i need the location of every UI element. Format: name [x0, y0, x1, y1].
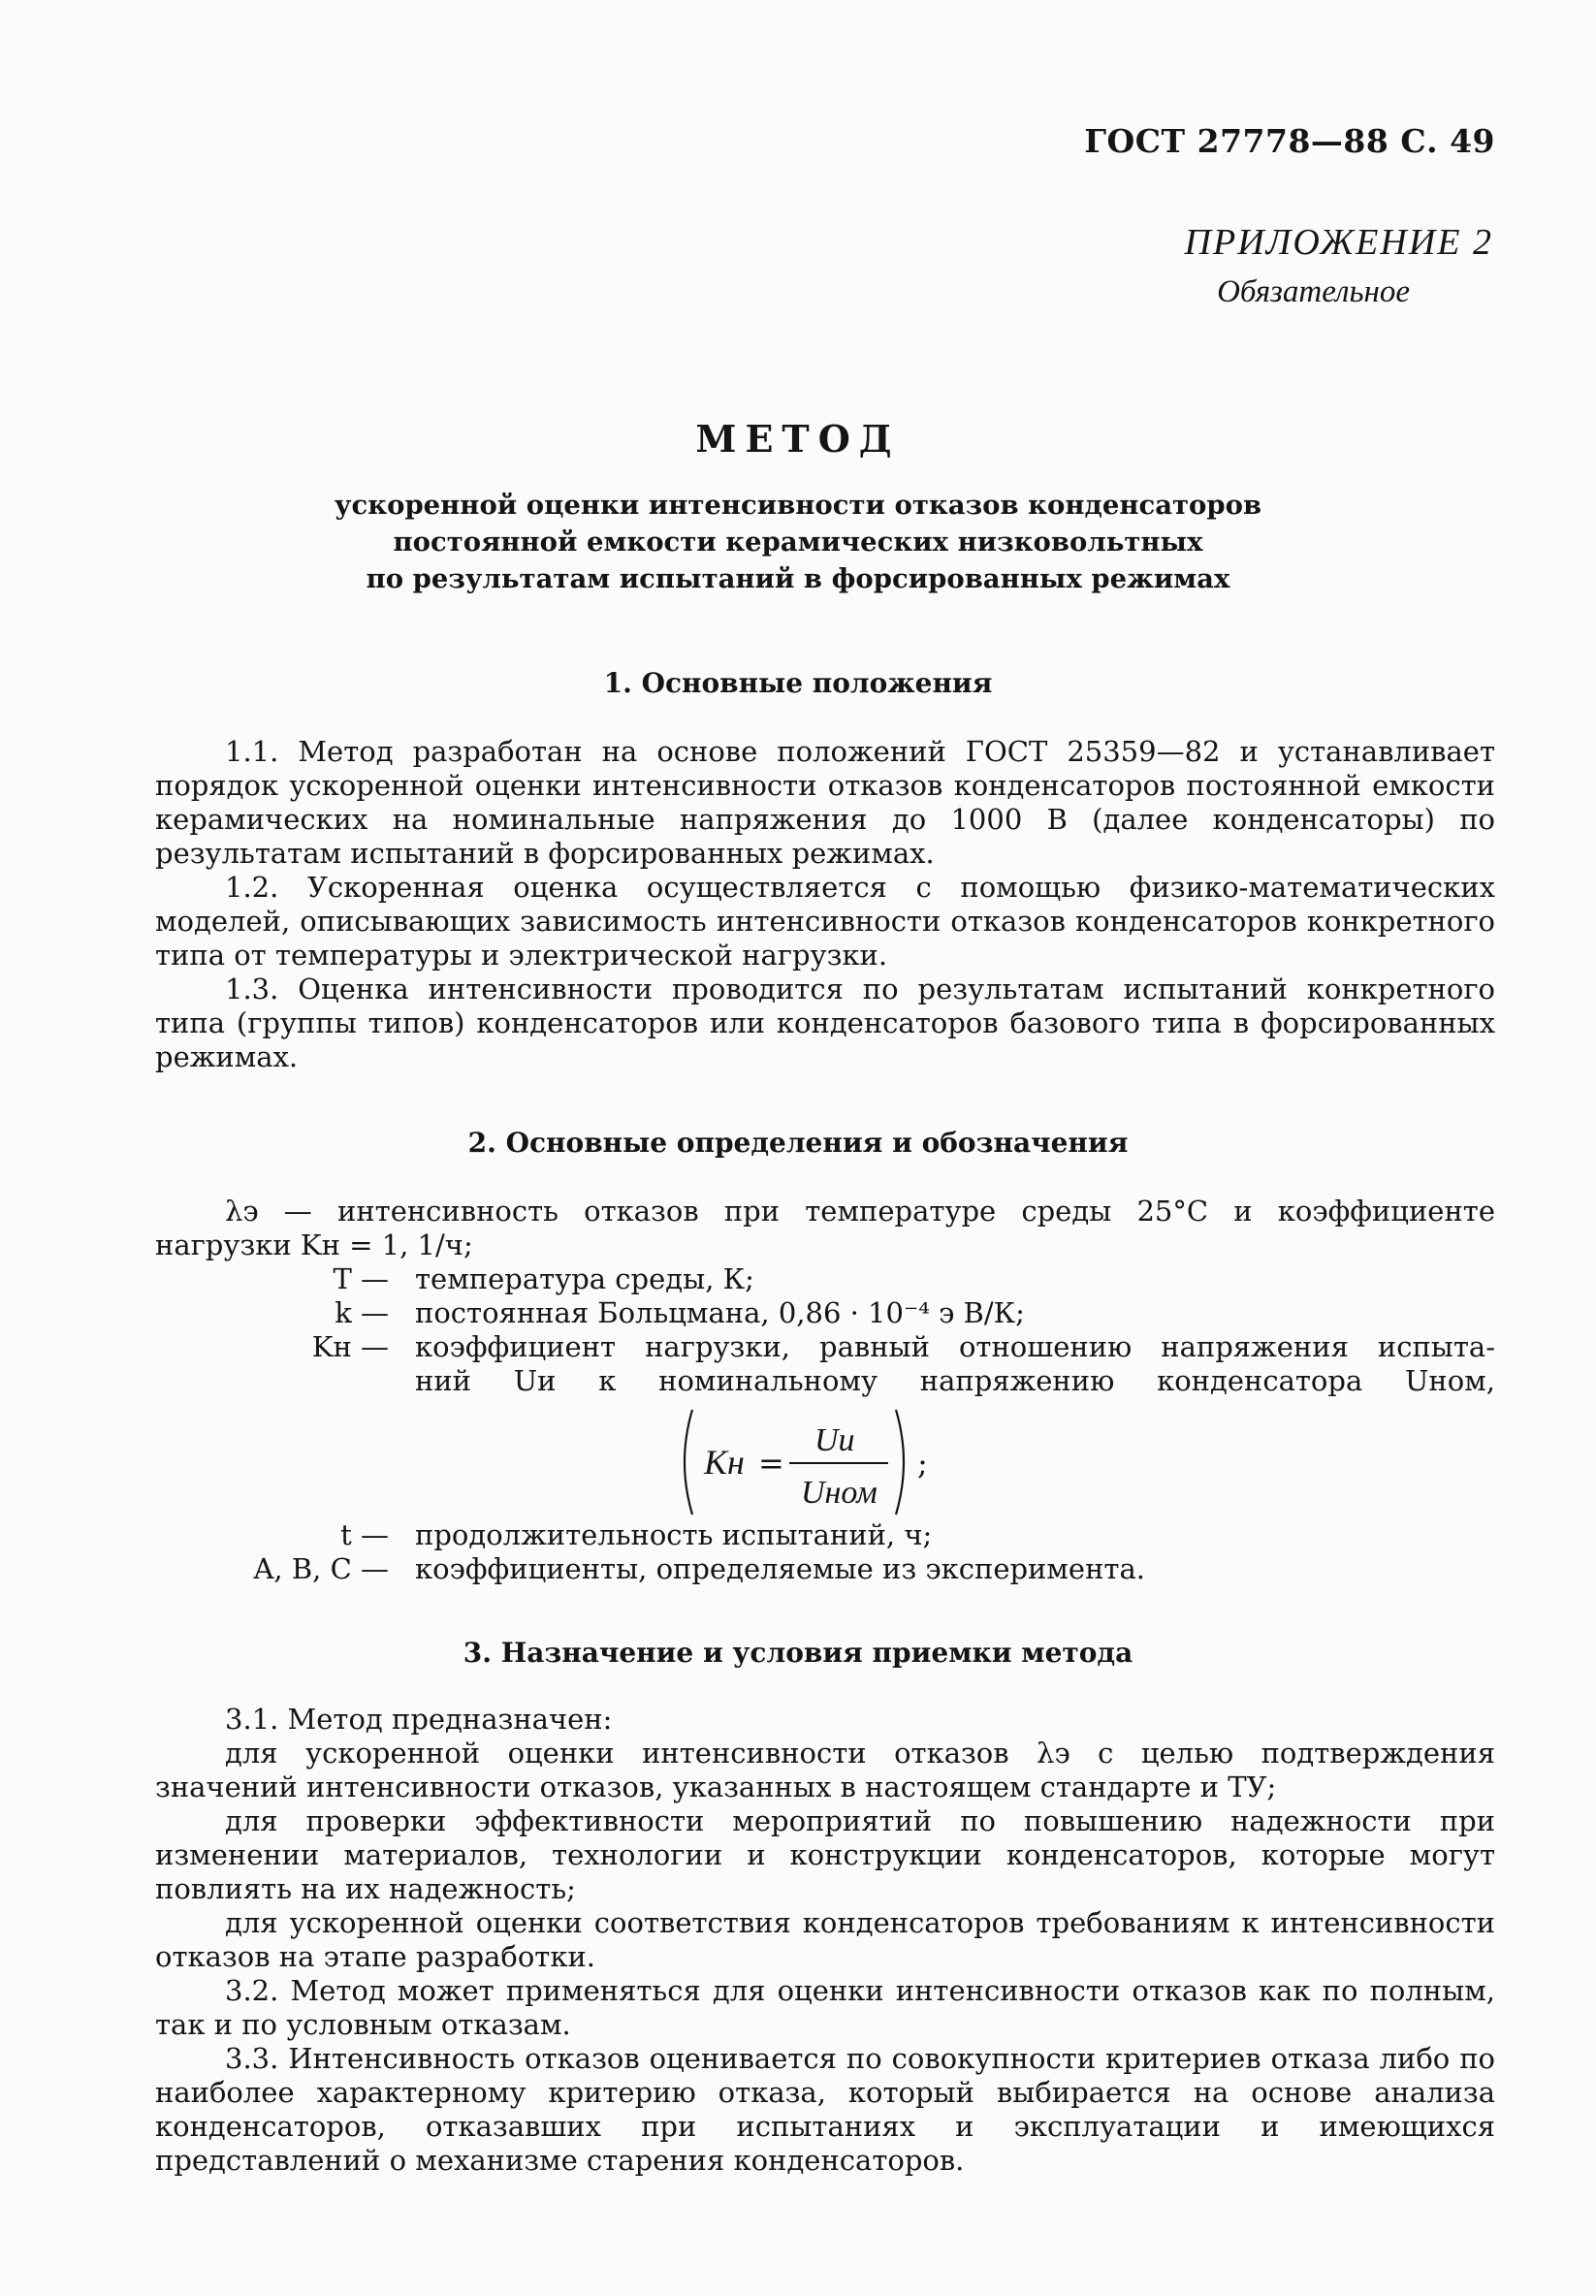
definition-row — [155, 1296, 1495, 1330]
load-coefficient-formula — [669, 1404, 960, 1520]
lambda-definition-line1: λэ — интенсивность отказов при температуре среды 25°С и коэффициенте — [225, 1195, 1495, 1228]
paragraph-1-1: 1.1. Метод разработан на основе положений ГОСТ 25359—82 и устанавливает порядок ускоренной оценки интенсивности отказов конденсаторов постоянной емкости керамических на номинальные напряжения до 1000 В (далее конденсаторы) по результатам испытаний в форсированных режимах. — [155, 735, 1495, 870]
lambda-definition-line2: нагрузки Kн = 1, 1/ч; — [155, 1228, 473, 1261]
definition-text: температура среды, К; — [415, 1262, 754, 1295]
formula-open-paren — [685, 1410, 692, 1515]
subtitle-line: по результатам испытаний в форсированных режимах — [366, 563, 1230, 594]
definition-text: ний Uи к номинальному напряжению конденсатора Uном, — [415, 1364, 1495, 1397]
definition-text: постоянная Больцмана, 0,86 · 10⁻⁴ э В/К; — [415, 1296, 1025, 1329]
main-title: МЕТОД — [695, 417, 901, 461]
section-2-heading: 2. Основные определения и обозначения — [467, 1127, 1129, 1159]
formula-numerator: Uи — [814, 1422, 855, 1458]
definition-term: k — — [335, 1296, 389, 1329]
formula-tail: ; — [917, 1445, 928, 1482]
definition-text: коэффициент нагрузки, равный отношению напряжения испыта- — [415, 1330, 1495, 1363]
paragraph-3-1b: для проверки эффективности мероприятий по повышению надежности при изменении материалов, технологии и конструкции конденсаторов, которые могут повлиять на их надежность; — [155, 1804, 1495, 1905]
formula-eq: = — [758, 1445, 784, 1482]
paragraph-3-1: 3.1. Метод предназначен: — [225, 1703, 613, 1736]
paragraph-1-2: 1.2. Ускоренная оценка осуществляется с помощью физико-математических моделей, описывающих зависимость интенсивности отказов конденсаторов конкретного типа от температуры и электрической нагрузки. — [155, 871, 1495, 972]
appendix-title: ПРИЛОЖЕНИЕ 2 — [1184, 222, 1493, 263]
section-1-body — [155, 735, 1495, 1074]
definition-row — [155, 1552, 1495, 1586]
definition-term: Kн — — [311, 1330, 389, 1363]
definition-text: коэффициенты, определяемые из эксперимента. — [415, 1552, 1145, 1585]
subtitle-line: постоянной емкости керамических низковольтных — [393, 526, 1203, 558]
definition-row — [155, 1518, 1495, 1552]
definition-row — [155, 1262, 1495, 1296]
formula-denominator: Uном — [801, 1475, 878, 1511]
paragraph-3-1a: для ускоренной оценки интенсивности отказов λэ с целью подтверждения значений интенсивности отказов, указанных в настоящем стандарте и ТУ; — [155, 1737, 1495, 1803]
paragraph-3-3: 3.3. Интенсивность отказов оценивается по совокупности критериев отказа либо по наиболее характерному критерию отказа, который выбирается на основе анализа конденсаторов, отказавших при испытаниях и эксплуатации и имеющихся представлений о механизме старения конденсаторов. — [155, 2042, 1495, 2177]
definition-row — [155, 1364, 1495, 1398]
paragraph-3-2: 3.2. Метод может применяться для оценки интенсивности отказов как по полным, так и по условным отказам. — [155, 1974, 1495, 2041]
section-3-heading: 3. Назначение и условия приемки метода — [463, 1637, 1133, 1669]
section-3-body — [155, 1703, 1495, 2178]
appendix-status: Обязательное — [1217, 274, 1410, 309]
section-1-heading: 1. Основные положения — [603, 667, 993, 699]
paragraph-3-1c: для ускоренной оценки соответствия конденсаторов требованиям к интенсивности отказов на этапе разработки. — [155, 1906, 1495, 1973]
definition-term: T — — [333, 1262, 389, 1295]
definition-row — [155, 1330, 1495, 1364]
definition-term: t — — [340, 1518, 389, 1551]
formula-close-paren — [896, 1410, 904, 1515]
definition-text: продолжительность испытаний, ч; — [415, 1518, 933, 1551]
subtitle-line: ускоренной оценки интенсивности отказов конденсаторов — [334, 490, 1262, 521]
page-header-doc-ref: ГОСТ 27778—88 С. 49 — [1084, 122, 1495, 160]
formula-lhs: Kн — [704, 1443, 745, 1482]
definition-term: A, B, C — — [253, 1552, 389, 1585]
subtitle — [252, 487, 1344, 597]
paragraph-1-3: 1.3. Оценка интенсивности проводится по результатам испытаний конкретного типа (группы типов) конденсаторов или конденсаторов базового типа в форсированных режимах. — [155, 973, 1495, 1073]
